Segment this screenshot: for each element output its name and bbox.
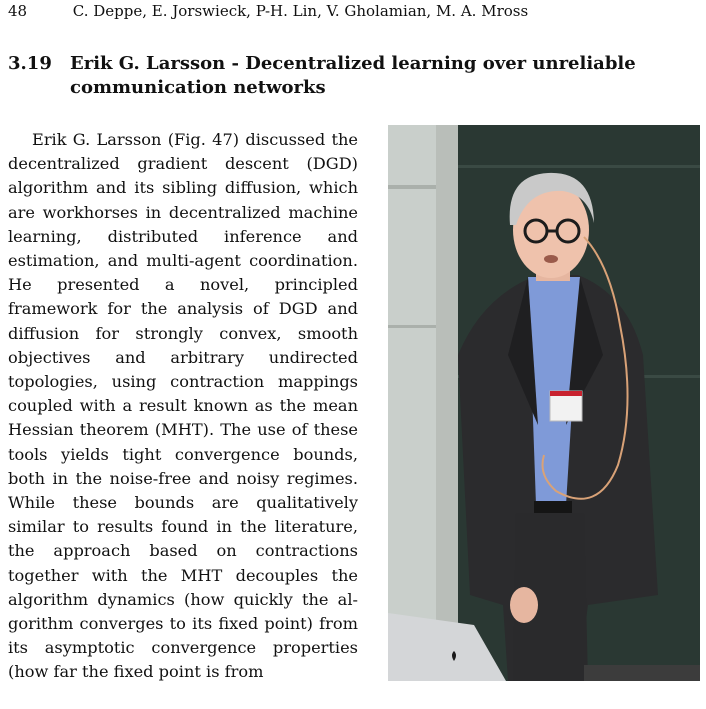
door-frame — [436, 125, 458, 681]
belt — [534, 501, 572, 513]
speaker-photo-illustration — [388, 125, 700, 681]
body-paragraph: Erik G. Larsson (Fig. 47) discussed the decentralized gradient descent (DGD) algorithm and its sibling diffusion, which are workhorses in decentralized machine learning, distributed inference and estimation, and multi-agent coordination. He presented a novel, principled framework for the analysis of DGD and diffusion for strongly convex, smooth objectives and arbitrary undirected topologies, using contraction mappings coupled with a result known as the mean Hessian theorem (MHT). The use of these tools yields tight convergence bounds, both in the noise-free and noisy regimes. While these bounds are qualitatively similar to results found in the literature, the approach based on contractions together with the MHT decouples the algorithm dynamics (how quickly the algorithm converges to its fixed point) from its asymptotic convergence properties (how far the fixed point is from — [8, 130, 358, 682]
section-number: 3.19 — [8, 53, 52, 74]
running-authors: C. Deppe, E. Jorswieck, P-H. Lin, V. Gholamian, M. A. Mross — [72, 2, 529, 20]
speaker-photo — [388, 125, 700, 681]
wall-panel — [388, 125, 436, 681]
section-title: Erik G. Larsson - Decentralized learning over unreliable communication networks — [70, 53, 636, 98]
lectern — [584, 665, 700, 681]
page-number: 48 — [8, 2, 28, 20]
hand — [510, 587, 538, 623]
page-header — [8, 2, 528, 20]
